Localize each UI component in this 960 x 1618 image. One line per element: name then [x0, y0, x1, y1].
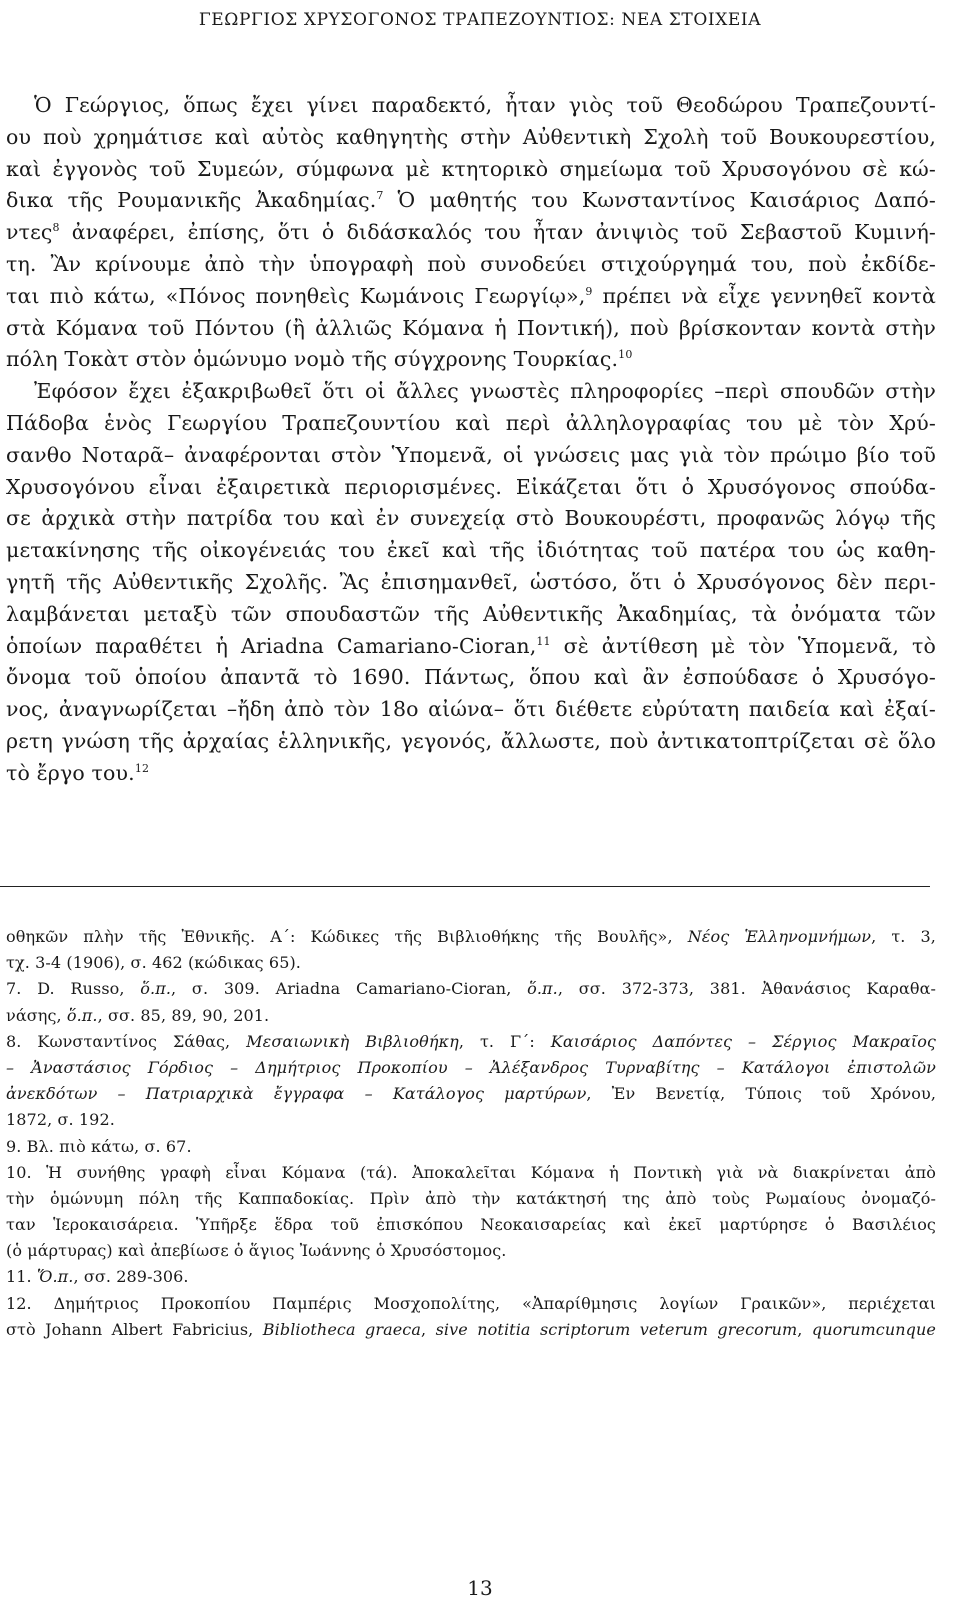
footnote-8: 8. Κωνσταντίνος Σάθας, Μεσαιωνικὴ Βιβλιοθήκη, τ. Γ΄: Καισάριος Δαπόντες – Σέργιος Μακραῖος [6, 1031, 936, 1051]
text-line: τὸ ἔργο του.$^{12}$ [6, 760, 150, 785]
footnote-separator [0, 886, 930, 887]
page-number: 13 [467, 1576, 493, 1600]
text-line: Ὁ Γεώργιος, ὅπως ἔχει γίνει παραδεκτό, ἦταν γιὸς τοῦ Θεοδώρου Τραπεζουντί- [34, 93, 936, 117]
text-line: ρετη γνώση τῆς ἀρχαίας ἑλληνικῆς, γεγονός, ἄλλωστε, ποὺ ἀντικατοπτρίζεται σὲ ὅλο [6, 728, 936, 753]
text-line: σανθο Νοταρᾶ– ἀναφέρονται στὸν Ὑπομενᾶ, οἱ γνώσεις μας γιὰ τὸν πρώιμο βίο τοῦ [6, 442, 936, 467]
footnote-ref[interactable]: 7 [376, 189, 384, 203]
footnote-line: ταν Ἱεροκαισάρεια. Ὑπῆρξε ἕδρα τοῦ ἐπισκόπου Νεοκαισαρείας καὶ ἐκεῖ μαρτύρησε ὁ Βασιλέιος [6, 1215, 936, 1235]
footnote-ref[interactable]: 8 [52, 221, 60, 235]
text-line: Ἐφόσον ἔχει ἐξακριβωθεῖ ὅτι οἱ ἄλλες γνωστὲς πληροφορίες –περὶ σπουδῶν στὴν [34, 379, 936, 404]
text-line: δικα τῆς Ρουμανικῆς Ἀκαδημίας.$^7$ Ὁ μαθητής του Κωνσταντίνος Καισάριος Δαπό- [6, 188, 936, 213]
text-line: Χρυσογόνου εἶναι ἐξαιρετικὰ περιορισμένες. Εἰκάζεται ὅτι ὁ Χρυσόγονος σπούδα- [6, 474, 936, 499]
footnote-ref[interactable]: 10 [618, 348, 633, 362]
text-line: καὶ ἐγγονὸς τοῦ Συμεών, σύμφωνα μὲ κτητορικὸ σημείωμα τοῦ Χρυσογόνου σὲ κώ- [6, 156, 936, 181]
text-line: ντες$^8$ ἀναφέρει, ἐπίσης, ὅτι ὁ διδάσκαλός του ἦταν ἀνιψιὸς τοῦ Σεβαστοῦ Κυμινή- [6, 220, 936, 245]
text-line: ου ποὺ χρημάτισε καὶ αὐτὸς καθηγητὴς στὴν Αὐθεντικὴ Σχολὴ τοῦ Βουκουρεστίου, [6, 124, 936, 149]
text-line: σε ἀρχικὰ στὴν πατρίδα του καὶ ἐν συνεχείᾳ στὸ Βουκουρέστι, προφανῶς λόγῳ τῆς [6, 506, 936, 531]
text-line: λαμβάνεται μεταξὺ τῶν σπουδαστῶν τῆς Αὐθεντικῆς Ἀκαδημίας, τὰ ὀνόματα τῶν [6, 601, 936, 626]
running-header: ΓΕΩΡΓΙΟΣ ΧΡΥΣΟΓΟΝΟΣ ΤΡΑΠΕΖΟΥΝΤΙΟΣ: ΝΕΑ ΣΤΟΙΧΕΙΑ [198, 10, 762, 30]
main-text [6, 90, 936, 790]
footnote-line: (ὁ μάρτυρας) καὶ ἀπεβίωσε ὁ ἅγιος Ἰωάννης ὁ Χρυσόστομος. [6, 1241, 507, 1261]
footnote-line: τχ. 3-4 (1906), σ. 462 (κώδικας 65). [6, 953, 301, 973]
footnote-9: 9. Βλ. πιὸ κάτω, σ. 67. [6, 1136, 192, 1156]
text-line: τη. Ἂν κρίνουμε ἀπὸ τὴν ὑπογραφὴ ποὺ συνοδεύει στιχούργημά του, ποὺ ἐκδίδε- [6, 251, 936, 276]
text-line: νος, ἀναγνωρίζεται –ἤδη ἀπὸ τὸν 18ο αἰώνα– ὅτι διέθετε εὐρύτατη παιδεία καὶ ἐξαί- [6, 697, 936, 722]
text-line: ται πιὸ κάτω, «Πόνος πονηθεὶς Κωμάνοις Γεωργίῳ»,$^9$ πρέπει νὰ εἶχε γεννηθεῖ κοντὰ [6, 283, 937, 308]
footnote-line: ἀνεκδότων – Πατριαρχικὰ ἔγγραφα – Κατάλογος μαρτύρων, Ἐν Βενετίᾳ, Τύποις τοῦ Χρόνου, [6, 1084, 937, 1104]
footnote-line: 1872, σ. 192. [6, 1110, 115, 1130]
footnote-10: 10. Ἡ συνήθης γραφὴ εἶναι Κόμανα (τά). Ἀποκαλεῖται Κόμανα ἡ Ποντικὴ γιὰ νὰ διακρίνεται ἀπὸ [6, 1162, 936, 1182]
footnote-7: 7. D. Russo, ὅ.π., σ. 309. Ariadna Camariano-Cioran, ὅ.π., σσ. 372-373, 381. Ἀθανάσιος Καραθα- [6, 979, 936, 999]
footnote-11: 11. Ὅ.π., σσ. 289-306. [6, 1267, 189, 1287]
footnote-ref[interactable]: 11 [536, 634, 551, 648]
text-line: πόλη Τοκὰτ στὸν ὁμώνυμο νομὸ τῆς σύγχρονης Τουρκίας.$^{10}$ [6, 347, 633, 372]
footnote-line: νάσης, ὅ.π., σσ. 85, 89, 90, 201. [6, 1005, 270, 1025]
footnote-line: στὸ Johann Albert Fabricius, Bibliotheca graeca, sive notitia scriptorum veterum grecorum, quorumcunque [6, 1319, 936, 1339]
footnote-ref[interactable]: 9 [585, 284, 593, 298]
footnote-line: τὴν ὁμώνυμη πόλη τῆς Καππαδοκίας. Πρὶν ἀπὸ τὴν κατάκτησή της ἀπὸ τοὺς Ρωμαίους ὀνομαζό- [6, 1188, 936, 1208]
text-line: ὄνομα τοῦ ὁποίου ἀπαντᾶ τὸ 1690. Πάντως, ὅπου καὶ ἂν ἐσπούδασε ὁ Χρυσόγο- [6, 665, 936, 690]
footnote-line: οθηκῶν πλὴν τῆς Ἐθνικῆς. Α΄: Κώδικες τῆς Βιβλιοθήκης τῆς Βουλῆς», Νέος Ἑλληνομνήμων, τ. 3, [6, 927, 936, 946]
footnote-line: – Ἀναστάσιος Γόρδιος – Δημήτριος Προκοπίου – Ἀλέξανδρος Τυρναβίτης – Κατάλογοι ἐπιστολῶν [6, 1057, 936, 1077]
footnotes [6, 924, 936, 1343]
text-line: μετακίνησης τῆς οἰκογένειάς του ἐκεῖ καὶ τῆς ἰδιότητας τοῦ πατέρα του ὡς καθη- [6, 538, 936, 563]
footnote-ref[interactable]: 12 [134, 761, 150, 775]
text-line: ὁποίων παραθέτει ἡ Ariadna Camariano-Cioran,$^{11}$ σὲ ἀντίθεση μὲ τὸν Ὑπομενᾶ, τὸ [6, 633, 936, 658]
text-line: Πάδοβα ἑνὸς Γεωργίου Τραπεζουντίου καὶ περὶ ἀλληλογραφίας του μὲ τὸν Χρύ- [6, 410, 936, 435]
text-line: στὰ Κόμανα τοῦ Πόντου (ἢ ἀλλιῶς Κόμανα ἡ Ποντική), ποὺ βρίσκονταν κοντὰ στὴν [6, 315, 936, 340]
text-line: γητῆ τῆς Αὐθεντικῆς Σχολῆς. Ἂς ἐπισημανθεῖ, ὡστόσο, ὅτι ὁ Χρυσόγονος δὲν περι- [6, 569, 936, 594]
footnote-12: 12. Δημήτριος Προκοπίου Παμπέρις Μοσχοπολίτης, «Ἀπαρίθμησις λογίων Γραικῶν», περιέχεται [6, 1293, 936, 1313]
